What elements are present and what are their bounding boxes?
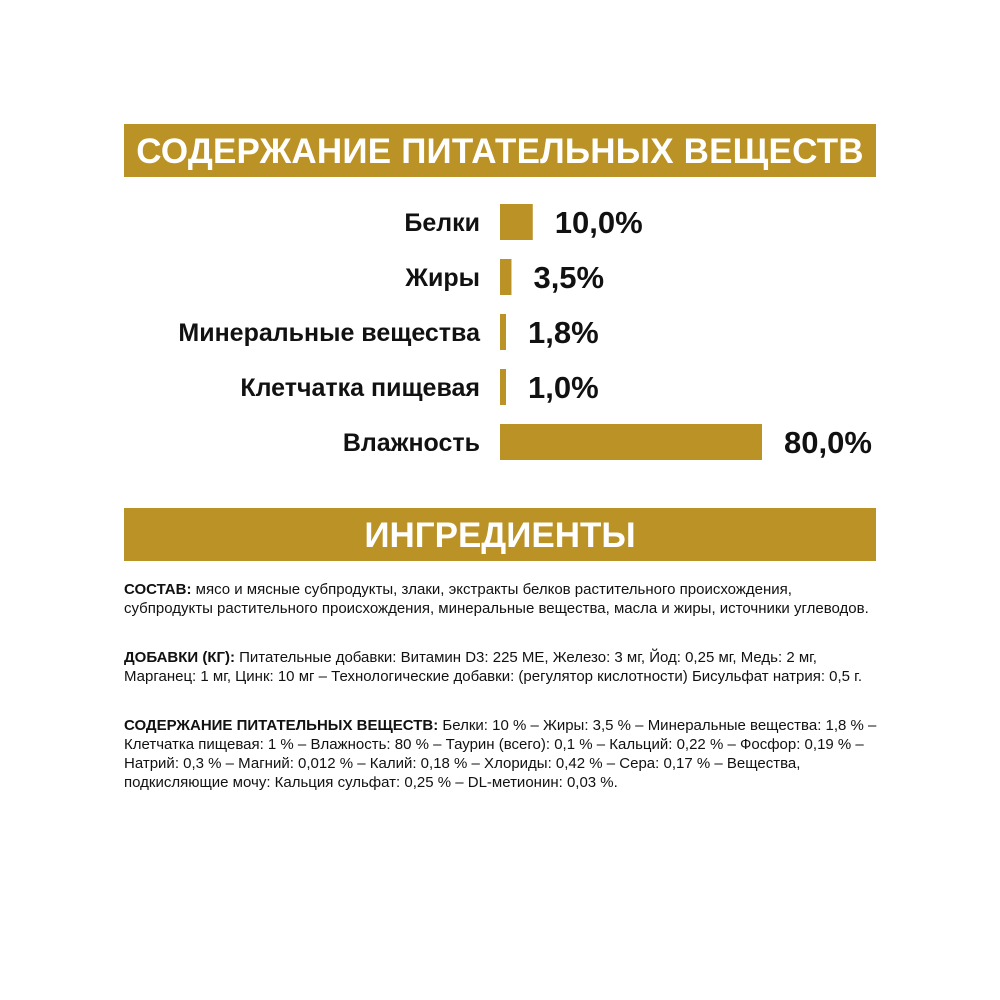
nutrients-text: Белки: 10 % – Жиры: 3,5 % – Минеральные вещества: 1,8 % – Клетчатка пищевая: 1 % – Влажность: 80 % – Таурин (всего): 0,1 % – Кальций: 0,22 % – Фосфор: 0,19 % – Натрий: 0,3 % – Магний: 0,012 % – Калий: 0,18 % – Хлориды: 0,42 % – Сера: 0,17 % – Вещества, подкисляющие мочу: Кальция сульфат: 0,25 % – DL-метионин: 0,03 %. bbox=[124, 717, 877, 791]
nutrient-bar-chart bbox=[0, 190, 1000, 480]
category-label: Жиры bbox=[405, 264, 480, 292]
category-label: Клетчатка пищевая bbox=[240, 374, 480, 402]
bar bbox=[500, 424, 762, 460]
composition-paragraph bbox=[124, 580, 884, 618]
ingredients-header: ИНГРЕДИЕНТЫ bbox=[124, 508, 876, 561]
additives-label: ДОБАВКИ (КГ): bbox=[124, 649, 235, 666]
composition-label: СОСТАВ: bbox=[124, 581, 192, 598]
value-label: 3,5% bbox=[533, 260, 605, 295]
category-label: Минеральные вещества bbox=[178, 319, 480, 347]
category-label: Белки bbox=[404, 209, 480, 237]
category-label: Влажность bbox=[342, 429, 480, 457]
bar bbox=[500, 369, 506, 405]
nutrients-label: СОДЕРЖАНИЕ ПИТАТЕЛЬНЫХ ВЕЩЕСТВ: bbox=[124, 717, 439, 734]
value-label: 1,0% bbox=[528, 370, 599, 405]
bar bbox=[500, 314, 506, 350]
value-label: 1,8% bbox=[528, 315, 599, 350]
composition-text: мясо и мясные субпродукты, злаки, экстракты белков растительного происхождения, субпродукты растительного происхождения, минеральные вещества, масла и жиры, источники углеводов. bbox=[124, 581, 869, 617]
value-label: 10,0% bbox=[554, 205, 643, 240]
bar bbox=[500, 259, 511, 295]
additives-paragraph bbox=[124, 648, 884, 686]
value-label: 80,0% bbox=[784, 425, 872, 460]
nutrients-header: СОДЕРЖАНИЕ ПИТАТЕЛЬНЫХ ВЕЩЕСТВ bbox=[124, 124, 876, 177]
bar bbox=[500, 204, 533, 240]
nutrients-paragraph bbox=[124, 716, 884, 792]
additives-text: Питательные добавки: Витамин D3: 225 МЕ, Железо: 3 мг, Йод: 0,25 мг, Медь: 2 мг, Марганец: 1 мг, Цинк: 10 мг – Технологические добавки: (регулятор кислотности) Бисульфат натрия: 0,5 г. bbox=[124, 649, 862, 685]
